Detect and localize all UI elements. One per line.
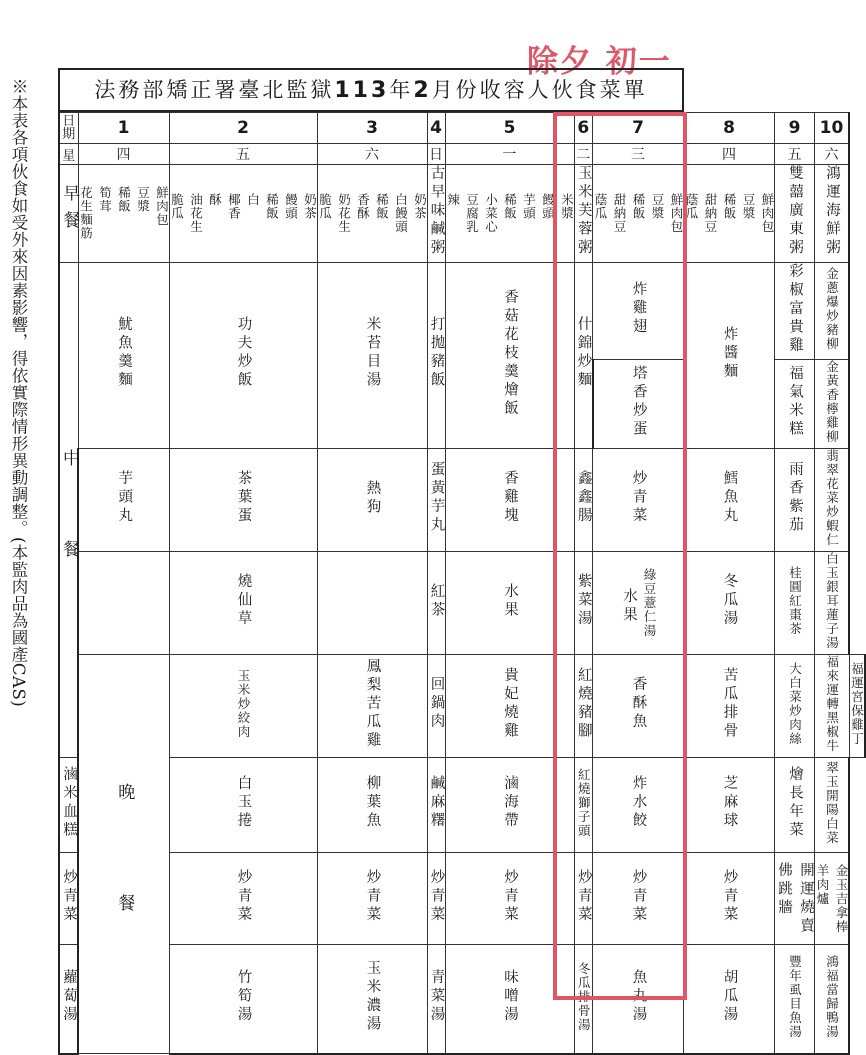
lunch-cell: 桂圓紅棗茶 [775, 552, 815, 655]
dinner-cell: 紅燒豬腳 [574, 655, 593, 758]
dinner-cell: 胡瓜湯 [684, 945, 775, 1054]
weekday-9: 五 [775, 144, 815, 165]
dinner-cell: 炒青菜 [169, 853, 317, 945]
dinner-cell: 炒青菜 [574, 853, 593, 945]
dinner-row [59, 655, 865, 758]
highlight-tag: 除夕 初一 [527, 44, 672, 80]
dinner-cell: 燴長年菜 [775, 758, 815, 853]
dinner-cell: 炸水餃 [593, 758, 684, 853]
dinner-row [59, 758, 865, 853]
dinner-cell: 滷米血糕 [59, 758, 78, 853]
day-6: 6 [574, 113, 593, 144]
dinner-cell: 鹹麻糬 [427, 758, 445, 853]
dinner-cell: 翠玉開陽白菜 [815, 758, 850, 853]
day-9: 9 [775, 113, 815, 144]
lunch-cell [78, 552, 169, 655]
breakfast-cell: 古早味鹹粥 [427, 165, 445, 263]
lunch-cell: 炒青菜 [593, 449, 684, 552]
breakfast-cell: 鮮肉包 豆漿 稀飯 甜納豆 蔭瓜 [684, 165, 775, 263]
weekday-6: 二 [574, 144, 593, 165]
lunch-cell: 蛋黃芋丸 [427, 449, 445, 552]
lunch-cell [317, 552, 427, 655]
dinner-cell: 豐年虱目魚湯 [775, 945, 815, 1054]
lunch-cell: 熱狗 [317, 449, 427, 552]
lunch-row [59, 262, 865, 360]
dinner-cell: 竹筍湯 [169, 945, 317, 1054]
lunch-cell: 香菇花枝羹燴飯 [445, 262, 574, 449]
weekday-1: 四 [78, 144, 169, 165]
dinner-row [59, 853, 865, 945]
day-5: 5 [445, 113, 574, 144]
day-10: 10 [815, 113, 850, 144]
dinner-row [59, 945, 865, 1054]
lunch-cell: 翡翠花菜炒蝦仁 [815, 449, 850, 552]
dinner-cell: 回鍋肉 [427, 655, 445, 758]
dinner-cell: 蘿蔔湯 [59, 945, 78, 1054]
dinner-cell: 香酥魚 [593, 655, 684, 758]
dinner-cell: 炒青菜 [317, 853, 427, 945]
breakfast-cell: 米漿 饅頭 芋頭 稀飯 小菜心 豆腐乳 辣 [445, 165, 574, 263]
weekday-8: 四 [684, 144, 775, 165]
lunch-cell: 香雞塊 [445, 449, 574, 552]
lunch-cell: 功夫炒飯 [169, 262, 317, 449]
breakfast-cell: 奶茶 饅頭 稀飯 白 椰香 酥 油花生 脆瓜 [169, 165, 317, 263]
dinner-cell: 魚丸湯 [593, 945, 684, 1054]
weekday-5: 一 [445, 144, 574, 165]
breakfast-row [59, 165, 865, 263]
dinner-cell: 炒青菜 [593, 853, 684, 945]
dinner-cell: 青菜湯 [427, 945, 445, 1054]
lunch-cell: 芋頭丸 [78, 449, 169, 552]
weekday-7: 三 [593, 144, 684, 165]
dinner-cell: 炒青菜 [684, 853, 775, 945]
dinner-cell: 玉米炒絞肉 [169, 655, 317, 758]
lunch-cell: 魷魚羹麵 [78, 262, 169, 449]
dinner-cell: 金玉吉拿棒 羊肉爐 [815, 853, 850, 945]
dinner-cell: 冬瓜排骨湯 [574, 945, 593, 1054]
day-8: 8 [684, 113, 775, 144]
dinner-cell: 滷海帶 [445, 758, 574, 853]
weekday-label: 星 [59, 144, 78, 165]
lunch-cell: 白玉銀耳蓮子湯 [815, 552, 850, 655]
lunch-cell: 打拋豬飯 [427, 262, 445, 449]
day-4: 4 [427, 113, 445, 144]
weekday-3: 六 [317, 144, 427, 165]
breakfast-cell: 奶茶 白饅頭 稀飯 香酥 奶花生 脆瓜 [317, 165, 427, 263]
dinner-cell: 福運宮保雞丁 [849, 655, 865, 758]
dinner-cell: 玉米濃湯 [317, 945, 427, 1054]
lunch-cell: 金蔥爆炒豬柳 [815, 262, 850, 360]
dinner-cell: 柳葉魚 [317, 758, 427, 853]
date-label: 日 期 [59, 113, 78, 144]
dinner-cell: 貴妃燒雞 [445, 655, 574, 758]
side-note: ※本表各項伙食如受外來因素影響，得依實際情形異動調整。(本監肉品為國產CAS) [9, 78, 28, 708]
day-2: 2 [169, 113, 317, 144]
dinner-cell: 炒青菜 [427, 853, 445, 945]
weekday-10: 六 [815, 144, 850, 165]
lunch-cell: 鱈魚丸 [684, 449, 775, 552]
dinner-cell: 炒青菜 [445, 853, 574, 945]
breakfast-cell: 鮮肉包 豆漿 稀飯 筍茸 花生麵筋 [78, 165, 169, 263]
lunch-row [59, 552, 865, 655]
lunch-cell: 燒仙草 [169, 552, 317, 655]
lunch-cell: 冬瓜湯 [684, 552, 775, 655]
day-3: 3 [317, 113, 427, 144]
day-7: 7 [593, 113, 684, 144]
lunch-cell: 米苔目湯 [317, 262, 427, 449]
menu-table [58, 112, 866, 1055]
breakfast-cell: 鴻運海鮮粥 [815, 165, 850, 263]
lunch-row [59, 449, 865, 552]
dinner-cell: 味噌湯 [445, 945, 574, 1054]
lunch-cell: 水果 [445, 552, 574, 655]
dinner-cell: 鴻福當歸鴨湯 [815, 945, 850, 1054]
weekday-row [59, 144, 865, 165]
weekday-4: 日 [427, 144, 445, 165]
breakfast-cell: 鮮肉包 豆漿 稀飯 甜納豆 蔭瓜 [593, 165, 684, 263]
lunch-cell: 鑫鑫腸 [574, 449, 593, 552]
day-row [59, 113, 865, 144]
lunch-cell: 紅茶 [427, 552, 445, 655]
dinner-label: 晚 餐 [78, 655, 169, 1054]
dinner-cell: 福來運轉黑椒牛 [815, 655, 850, 758]
page-title: 法務部矯正署臺北監獄113年2月份收容人伙食菜單 [58, 68, 684, 112]
dinner-cell: 開運燒賣 佛跳牆 [775, 853, 815, 945]
day-1: 1 [78, 113, 169, 144]
lunch-cell: 綠豆薏仁湯 水果 [593, 552, 684, 655]
breakfast-cell: 玉米芙蓉粥 [574, 165, 593, 263]
dinner-cell: 白玉捲 [169, 758, 317, 853]
dinner-cell: 大白菜炒肉絲 [775, 655, 815, 758]
lunch-cell: 茶葉蛋 [169, 449, 317, 552]
dinner-cell: 鳳梨苦瓜雞 [317, 655, 427, 758]
breakfast-cell: 雙囍廣東粥 [775, 165, 815, 263]
lunch-cell: 什錦炒麵 [574, 262, 593, 449]
lunch-label: 中 餐 [59, 262, 78, 758]
lunch-cell: 塔香炒蛋 [593, 360, 684, 449]
lunch-cell: 紫菜湯 [574, 552, 593, 655]
lunch-cell: 雨香紫茄 [775, 449, 815, 552]
dinner-cell: 芝麻球 [684, 758, 775, 853]
lunch-cell: 彩椒富貴雞 [775, 262, 815, 360]
lunch-cell: 金黃香檸雞柳 [815, 360, 850, 449]
dinner-cell: 炒青菜 [59, 853, 78, 945]
dinner-cell: 苦瓜排骨 [684, 655, 775, 758]
weekday-2: 五 [169, 144, 317, 165]
breakfast-label: 早餐 [59, 165, 78, 263]
dinner-cell: 紅燒獅子頭 [574, 758, 593, 853]
lunch-cell: 炸雞翅 [593, 262, 684, 360]
lunch-cell: 福氣米糕 [775, 360, 815, 449]
lunch-cell: 炸醬麵 [684, 262, 775, 449]
